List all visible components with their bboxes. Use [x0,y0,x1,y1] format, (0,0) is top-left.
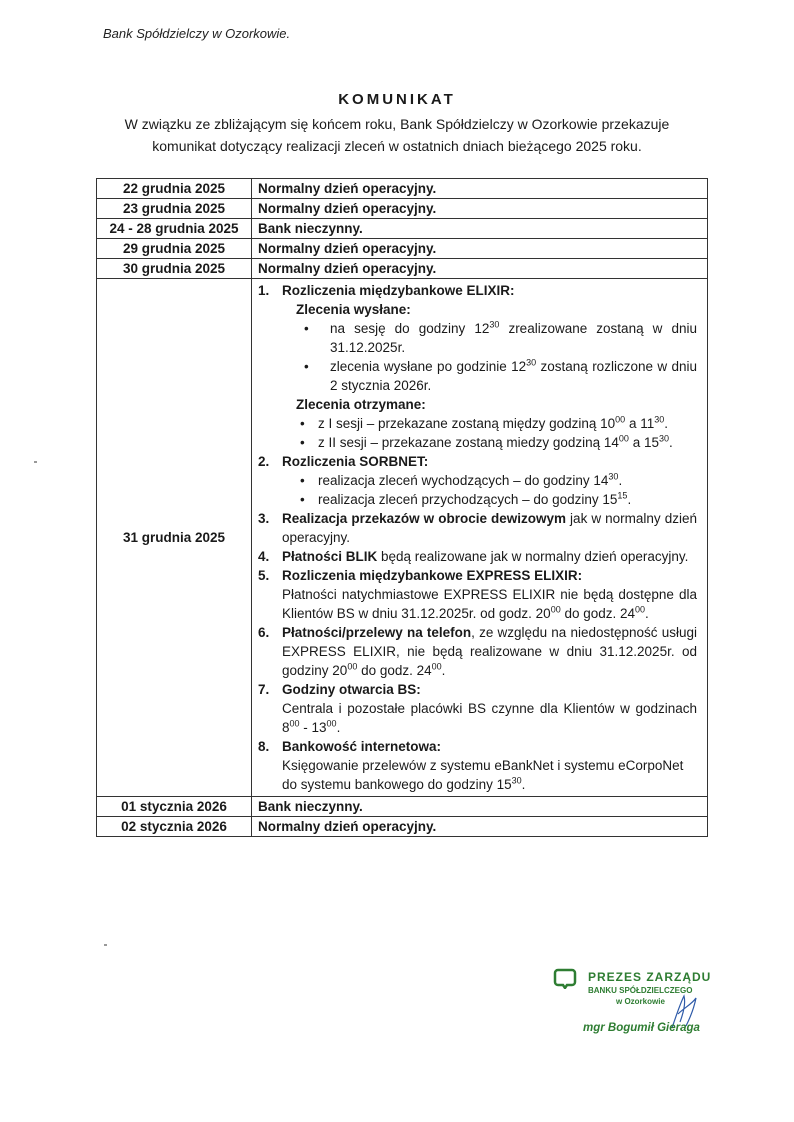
table-row [97,259,708,279]
section-title: Godziny otwarcia BS: [282,682,421,697]
intro-text [100,113,694,157]
row-date: 01 stycznia 2026 [97,797,252,817]
signature-name: mgr Bogumił Gieraga [583,1022,700,1034]
intro-line-2: komunikat dotyczący realizacji zleceń w ostatnich dniach bieżącego 2025 roku. [152,138,642,154]
section-number: 6. [258,625,270,640]
table-row [97,817,708,837]
list-item: • realizacja zleceń wychodzących – do godziny $14^{30}$. [282,471,697,490]
signature-bank: BANKU SPÓŁDZIELCZEGO [588,986,693,995]
section-blik [258,547,697,566]
section-text: Księgowanie przelewów z systemu eBankNet i systemu eCorpoNet do systemu bankowego do godziny $15^{30}$. [282,758,684,792]
section-sorbnet [258,452,697,509]
section-number: 1. [258,283,270,298]
sent-orders-title: Zlecenia wysłane: [296,302,411,317]
row-description: Normalny dzień operacyjny. [252,817,708,837]
section-title: Rozliczenia międzybankowe ELIXIR: [282,283,515,298]
section-phone-payments: 6. Płatności/przelewy na telefon, ze względu na niedostępność usługi EXPRESS ELIXIR, nie będą realizowane w dniu 31.12.2025r. od godziny $20^{00}$ do godz. $24^{00}$. [258,625,697,678]
section-number: 8. [258,739,270,754]
sorbnet-list [282,471,697,509]
table-row [97,219,708,239]
row-description: Normalny dzień operacyjny. [252,239,708,259]
row-date: 30 grudnia 2025 [97,259,252,279]
section-elixir [258,281,697,452]
signature-stamp [550,964,720,1044]
section-internet-banking [258,737,697,794]
section-number: 2. [258,454,270,469]
section-express-elixir [258,566,697,623]
table-row [97,239,708,259]
row-description: Normalny dzień operacyjny. [252,259,708,279]
section-text: Płatności natychmiastowe EXPRESS ELIXIR nie będą dostępne dla Klientów BS w dniu 31.12.2025r. od godz. $20^{00}$ do godz. $24^{00}$. [282,587,697,621]
row-date: 23 grudnia 2025 [97,199,252,219]
scan-speck [34,461,37,463]
list-item: • na sesję do godziny $12^{30}$ zrealizowane zostaną w dniu 31.12.2025r. [282,319,697,357]
row-date: 31 grudnia 2025 [97,279,252,797]
row-description: Normalny dzień operacyjny. [252,179,708,199]
schedule-table [96,178,708,837]
signature-title: PREZES ZARZĄDU [588,970,712,984]
table-row-dec31 [97,279,708,797]
section-title: Rozliczenia międzybankowe EXPRESS ELIXIR: [282,568,583,583]
section-title: Realizacja przekazów w obrocie dewizowym [282,511,567,526]
section-title: Bankowość internetowa: [282,739,442,754]
table-row [97,199,708,219]
row-date: 22 grudnia 2025 [97,179,252,199]
sent-orders-list [282,319,697,395]
section-text: Centrala i pozostałe placówki BS czynne dla Klientów w godzinach $8^{00} - 13^{00}$. [282,701,697,735]
dec31-details [252,279,708,797]
row-description: Bank nieczynny. [252,219,708,239]
table-row [97,797,708,817]
received-orders-list [282,414,697,452]
section-text: będą realizowane jak w normalny dzień operacyjny. [377,549,689,564]
received-orders-title: Zlecenia otrzymane: [296,397,426,412]
section-title: Płatności/przelewy na telefon [282,625,472,640]
table-row [97,179,708,199]
section-title: Rozliczenia SORBNET: [282,454,429,469]
row-date: 24 - 28 grudnia 2025 [97,219,252,239]
section-number: 7. [258,682,270,697]
list-item: • z I sesji – przekazane zostaną między godziną $10^{00}$ a $11^{30}$. [282,414,697,433]
section-text: jak w normalny dzień operacyjny. [282,511,697,545]
row-description: Bank nieczynny. [252,797,708,817]
section-title: Płatności BLIK [282,549,378,564]
scan-speck [104,944,107,946]
bank-name-header: Bank Spółdzielczy w Ozorkowie. [103,26,291,41]
row-date: 02 stycznia 2026 [97,817,252,837]
section-opening-hours [258,680,697,737]
page-title: KOMUNIKAT [338,91,456,108]
row-date: 29 grudnia 2025 [97,239,252,259]
list-item: • z II sesji – przekazane zostaną miedzy godziną $14^{00}$ a $15^{30}$. [282,433,697,452]
signature-town: w Ozorkowie [616,997,665,1006]
list-item: • realizacja zleceń przychodzących – do godziny $15^{15}$. [282,490,697,509]
intro-line-1: W związku ze zbliżającym się końcem roku, Bank Spółdzielczy w Ozorkowie przekazuje [124,116,670,132]
list-item: • zlecenia wysłane po godzinie $12^{30}$ zostaną rozliczone w dniu 2 stycznia 2026r. [282,357,697,395]
section-number: 4. [258,549,270,564]
section-foreign-transfers [258,509,697,547]
bank-logo-icon [553,967,577,989]
section-number: 5. [258,568,270,583]
row-description: Normalny dzień operacyjny. [252,199,708,219]
section-number: 3. [258,511,270,526]
